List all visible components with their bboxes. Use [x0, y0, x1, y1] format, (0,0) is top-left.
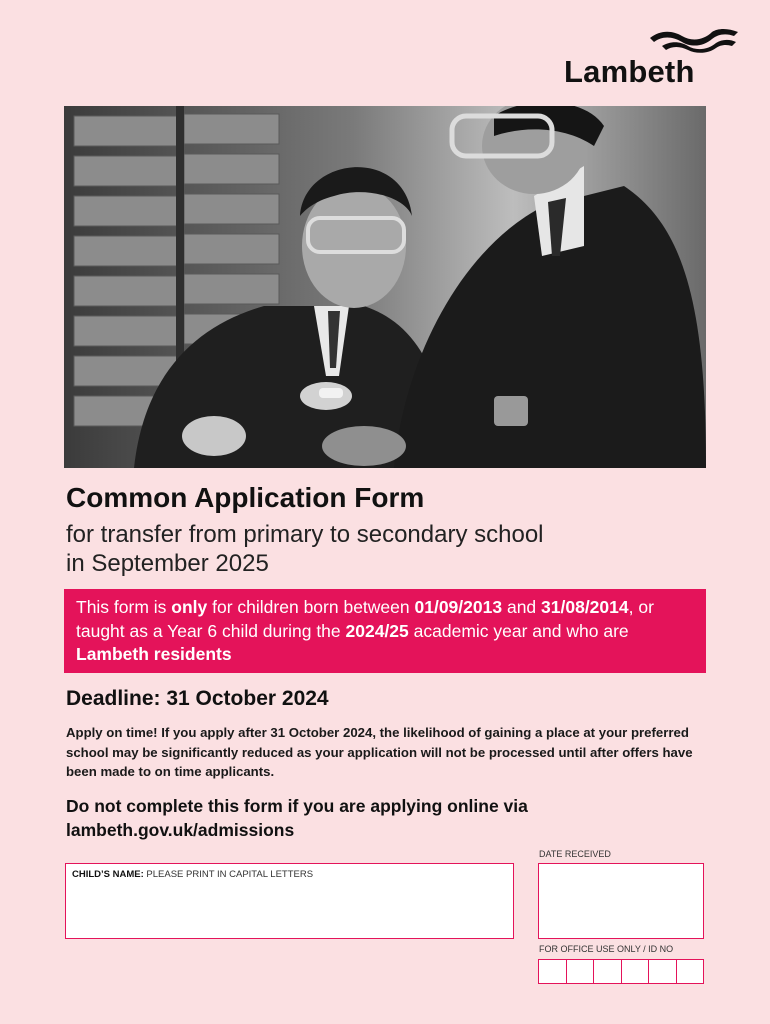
lambeth-logo [562, 26, 742, 90]
child-name-hint: PLEASE PRINT IN CAPITAL LETTERS [146, 869, 314, 880]
id-number-cell[interactable] [538, 959, 567, 984]
logo-text: Lambeth [564, 54, 695, 89]
child-name-label: CHILD’S NAME: [72, 869, 144, 880]
id-number-cell[interactable] [621, 959, 650, 984]
eligibility-text: academic year and who are [408, 620, 629, 641]
eligibility-text: , or taught as a Year 6 child during the [76, 597, 654, 641]
flag-wave-icon [648, 26, 740, 54]
eligibility-text: and [502, 597, 542, 617]
eligibility-date-end: 31/08/2014 [541, 597, 629, 617]
page-title: Common Application Form [66, 482, 425, 513]
eligibility-academic-year: 2024/25 [345, 620, 409, 641]
deadline-heading: Deadline: 31 October 2024 [66, 687, 329, 710]
hero-photo [64, 106, 706, 468]
eligibility-emphasis: only [171, 597, 208, 617]
id-number-cell[interactable] [648, 959, 677, 984]
deadline-body: Apply on time! If you apply after 31 October 2024, the likelihood of gaining a place at your preferred school may be significantly reduced as your application will not be processed until after offers have been made to on time applicants. [66, 725, 693, 779]
id-number-cell[interactable] [566, 959, 595, 984]
office-use-label: FOR OFFICE USE ONLY / ID NO [539, 944, 674, 954]
subtitle-line-2: in September 2025 [66, 550, 269, 577]
eligibility-text: for children born between [207, 597, 415, 617]
id-number-boxes [538, 959, 704, 984]
child-name-field[interactable] [65, 863, 514, 939]
page-subtitle [66, 520, 706, 578]
subtitle-line-1: for transfer from primary to secondary school [66, 521, 544, 548]
eligibility-residents: Lambeth residents [76, 644, 232, 664]
eligibility-date-start: 01/09/2013 [414, 597, 503, 617]
online-notice: Do not complete this form if you are applying online via lambeth.gov.uk/admissions [66, 796, 528, 840]
eligibility-banner [64, 589, 706, 673]
eligibility-text: This form is [76, 597, 172, 617]
id-number-cell[interactable] [593, 959, 622, 984]
date-received-label: DATE RECEIVED [539, 849, 611, 859]
date-received-field[interactable] [538, 863, 704, 939]
id-number-cell[interactable] [676, 959, 705, 984]
